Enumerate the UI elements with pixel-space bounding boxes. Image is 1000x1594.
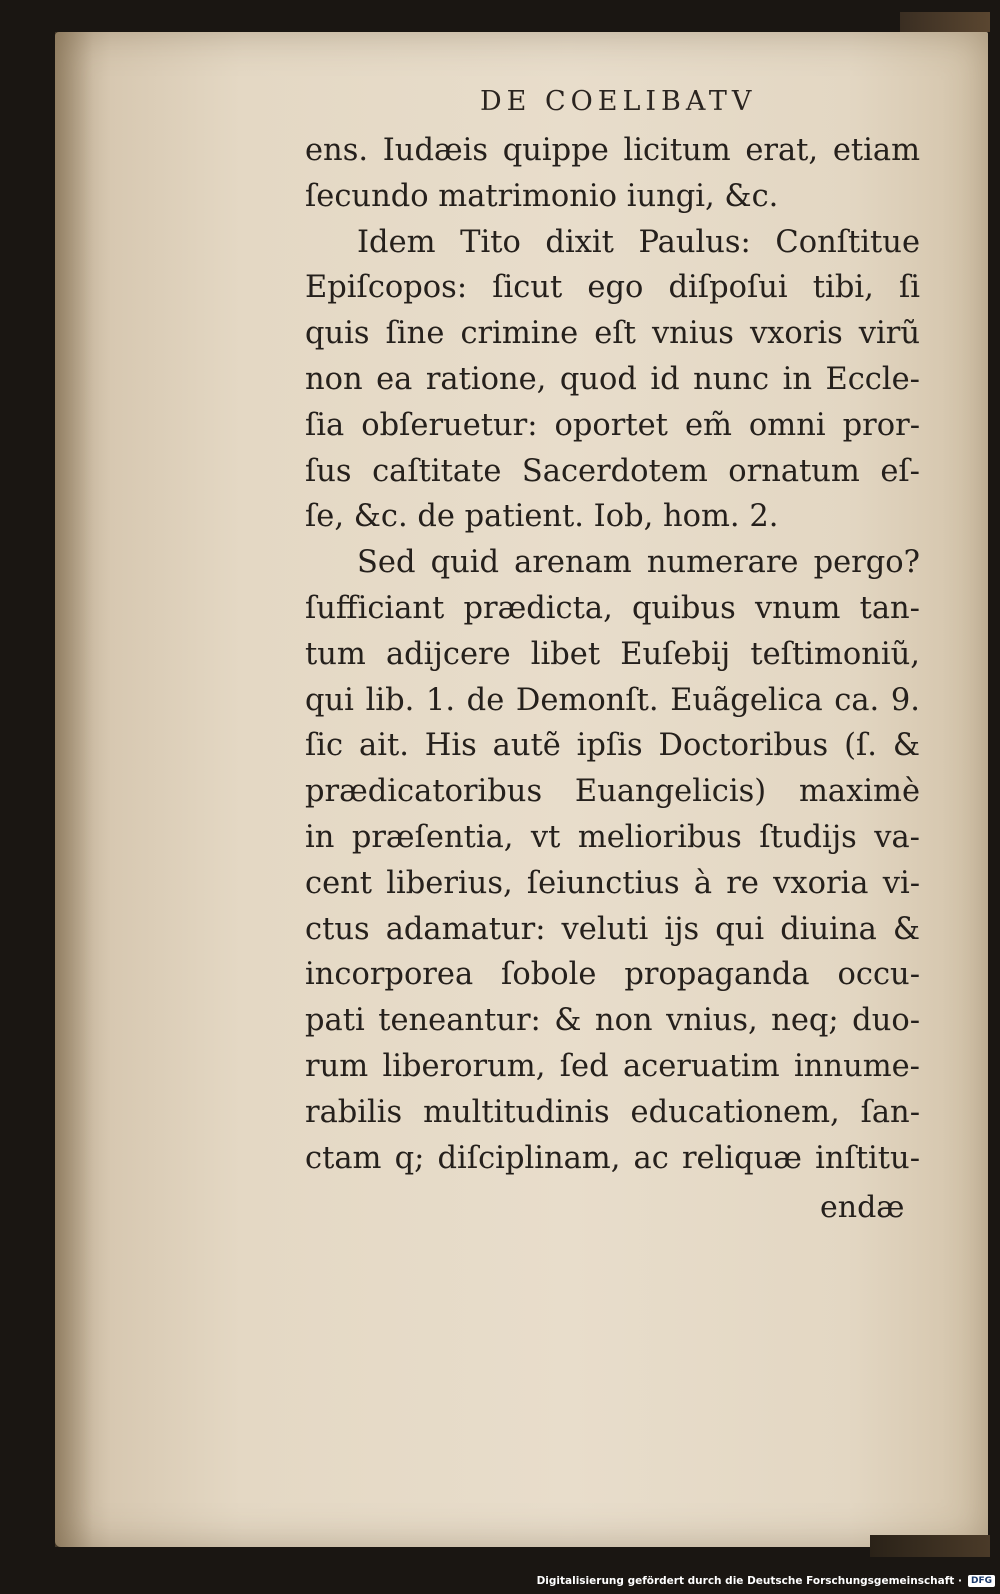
text-line: cent liberius, ſeiunctius à re vxoria vi- <box>305 865 920 901</box>
book-edge-top <box>900 12 990 32</box>
text-line: qui lib. 1. de Demonſt. Euãgelica ca. 9. <box>305 682 920 718</box>
text-line: ſe, &c. de patient. Iob, hom. 2. <box>305 499 779 535</box>
book-edge-bottom <box>870 1535 990 1557</box>
text-line: Idem Tito dixit Paulus: Conſtitue <box>357 224 920 260</box>
text-line: tum adijcere libet Euſebij teſtimoniũ, <box>305 636 920 672</box>
text-line: rum liberorum, ſed aceruatim innume- <box>305 1048 920 1084</box>
text-line: non ea ratione, quod id nunc in Eccle- <box>305 361 920 397</box>
text-line: ſufficiant prædicta, quibus vnum tan- <box>305 590 920 626</box>
text-line: ſia obſeruetur: oportet em̃ omni pror- <box>305 407 920 443</box>
text-line: prædicatoribus Euangelicis) maximè <box>305 774 920 810</box>
text-line: Sed quid arenam numerare pergo? <box>357 545 920 581</box>
text-line: ctam q; diſciplinam, ac reliquæ inſtitu- <box>305 1140 920 1176</box>
text-line: ctus adamatur: veluti ijs qui diuina & <box>305 911 920 947</box>
text-line: in præſentia, vt melioribus ſtudijs va- <box>305 819 920 855</box>
body-text <box>305 128 920 1181</box>
text-line: ſic ait. His autẽ ipſis Doctoribus (ſ. & <box>305 728 920 764</box>
text-line: incorporea ſobole propaganda occu- <box>305 957 920 993</box>
running-head: DE COELIBATV <box>480 86 757 117</box>
text-line: ſus caſtitate Sacerdotem ornatum eſ- <box>305 453 920 489</box>
text-line: rabilis multitudinis educationem, ſan- <box>305 1094 920 1130</box>
footer-text: Digitalisierung gefördert durch die Deutsche Forschungsgemeinschaft · <box>536 1575 962 1587</box>
catchword: endæ <box>820 1190 905 1225</box>
text-line: quis ſine crimine eſt vnius vxoris virũ <box>305 316 920 352</box>
text-line: pati teneantur: & non vnius, neq; duo- <box>305 1003 920 1039</box>
text-line: Epiſcopos: ſicut ego diſpoſui tibi, ſi <box>305 270 920 306</box>
text-line: ſecundo matrimonio iungi, &c. <box>305 178 779 214</box>
dfg-logo: DFG <box>968 1575 995 1587</box>
text-line: ens. Iudæis quippe licitum erat, etiam <box>305 133 920 168</box>
footer-credit <box>536 1570 995 1592</box>
